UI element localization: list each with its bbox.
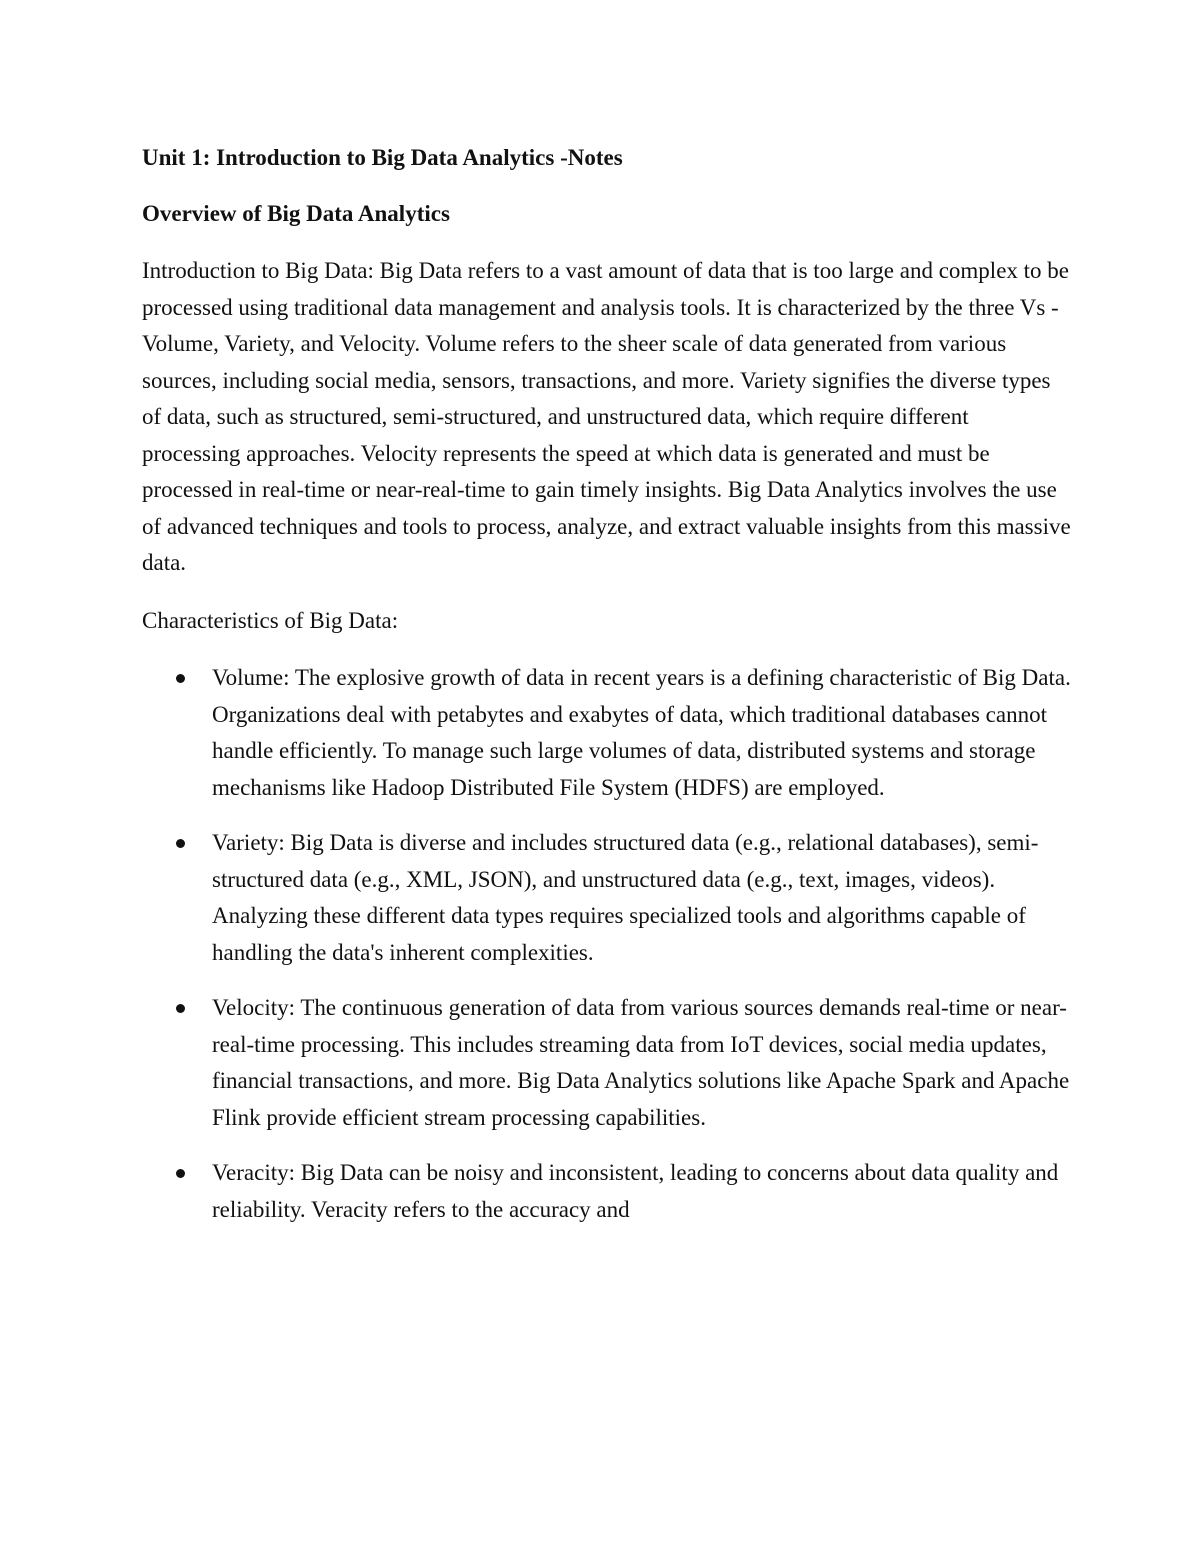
list-item-velocity (142, 990, 1072, 1136)
list-item-text: Velocity: The continuous generation of data from various sources demands real-time or near-real-time processing. This includes streaming data from IoT devices, social media updates, financial transactions, and more. Big Data Analytics solutions like Apache Spark and Apache Flink provide efficient stream processing capabilities. (212, 995, 1070, 1130)
characteristics-list (142, 660, 1072, 1228)
list-item-veracity (142, 1155, 1072, 1228)
section-heading: Overview of Big Data Analytics (142, 201, 450, 226)
document-page (142, 142, 1072, 1247)
list-item-text: Volume: The explosive growth of data in recent years is a defining characteristic of Big Data. Organizations deal with petabytes and exabytes of data, which traditional databases cannot handle efficiently. To manage such large volumes of data, distributed systems and storage mechanisms like Hadoop Distributed File System (HDFS) are employed. (212, 665, 1071, 800)
bullet-icon (176, 674, 185, 683)
list-item-volume (142, 660, 1072, 806)
intro-paragraph: Introduction to Big Data: Big Data refers to a vast amount of data that is too large and complex to be processed using traditional data management and analysis tools. It is characterized by the three Vs - Volume, Variety, and Velocity. Volume refers to the sheer scale of data generated from various sources, including social media, sensors, transactions, and more. Variety signifies the diverse types of data, such as structured, semi-structured, and unstructured data, which require different processing approaches. Velocity represents the speed at which data is generated and must be processed in real-time or near-real-time to gain timely insights. Big Data Analytics involves the use of advanced techniques and tools to process, analyze, and extract valuable insights from this massive data. (142, 258, 1071, 575)
list-item-text: Variety: Big Data is diverse and includes structured data (e.g., relational databases), semi-structured data (e.g., XML, JSON), and unstructured data (e.g., text, images, videos). Analyzing these different data types requires specialized tools and algorithms capable of handling the data's inherent complexities. (212, 830, 1039, 965)
bullet-icon (176, 1004, 185, 1013)
characteristics-label: Characteristics of Big Data: (142, 607, 399, 633)
bullet-icon (176, 839, 185, 848)
document-title: Unit 1: Introduction to Big Data Analytics -Notes (142, 145, 623, 170)
list-item-variety (142, 825, 1072, 971)
bullet-icon (176, 1169, 185, 1178)
list-item-text: Veracity: Big Data can be noisy and inconsistent, leading to concerns about data quality and reliability. Veracity refers to the accuracy and (212, 1160, 1059, 1222)
